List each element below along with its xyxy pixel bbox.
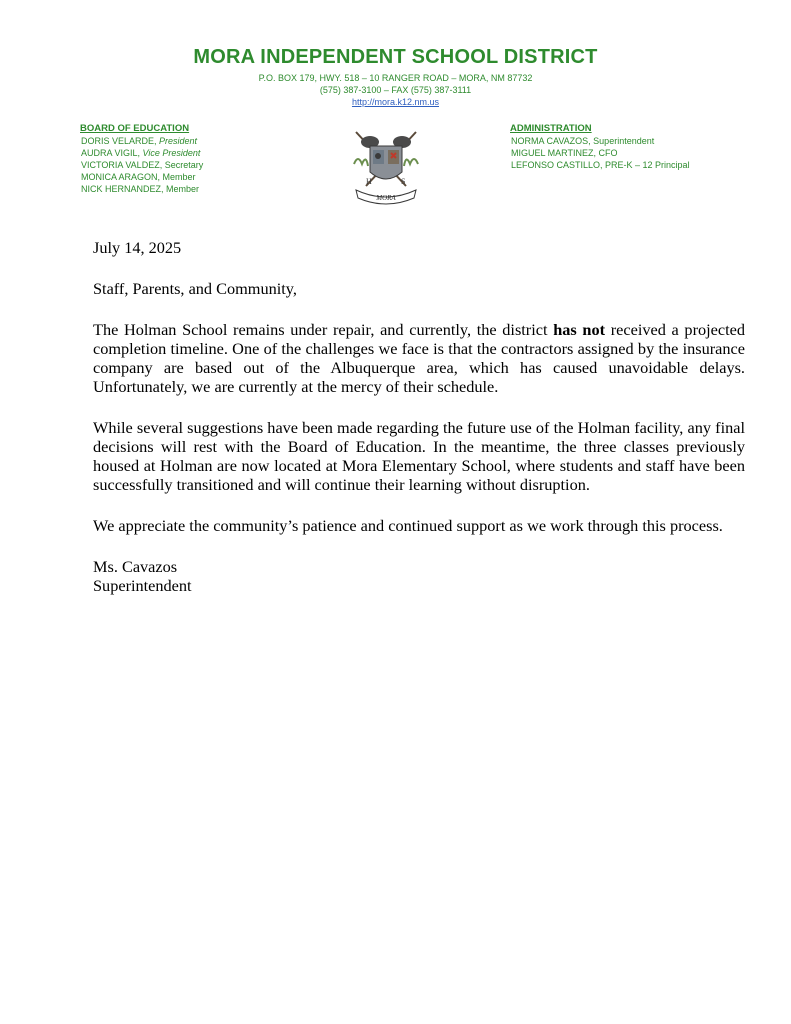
board-member [80, 171, 310, 183]
administrator: LEFONSO CASTILLO, PRE-K – 12 Principal [511, 160, 690, 170]
paragraph-appreciation: We appreciate the community’s patience and continued support as we work through this process. [93, 516, 723, 535]
district-name: MORA INDEPENDENT SCHOOL DISTRICT [193, 46, 598, 68]
board-member-name: VICTORIA VALDEZ, [81, 160, 165, 170]
administration-heading: ADMINISTRATION [510, 123, 592, 134]
board-member-role: Vice President [142, 148, 201, 158]
board-heading: BOARD OF EDUCATION [80, 123, 190, 134]
board-member-name: DORIS VELARDE, [81, 136, 160, 146]
crest-letter-h: H [366, 177, 372, 186]
crest-banner-text: MORA [376, 194, 396, 202]
board-member-role: Member [166, 184, 200, 194]
crest-letter-s: S [401, 177, 406, 186]
board-member-role: Secretary [164, 160, 204, 170]
paragraph-text: The Holman School remains under repair, and currently, the district [93, 320, 554, 339]
board-member [80, 159, 310, 171]
district-phone-fax: (575) 387-3100 – FAX (575) 387-3111 [319, 85, 472, 95]
administrator: MIGUEL MARTINEZ, CFO [511, 148, 618, 158]
signer-name: Ms. Cavazos [93, 557, 178, 576]
letter-salutation: Staff, Parents, and Community, [93, 279, 297, 298]
board-member-name: MONICA ARAGON, [81, 172, 163, 182]
board-of-education-list [80, 123, 310, 195]
letter-date: July 14, 2025 [93, 238, 182, 257]
emphasis-has-not: has not [553, 320, 606, 339]
letter-body [93, 238, 745, 595]
administrator: NORMA CAVAZOS, Superintendent [511, 136, 655, 146]
district-address: P.O. BOX 179, HWY. 518 – 10 RANGER ROAD – MORA, NM 87732 [258, 73, 533, 83]
administration-list [510, 123, 750, 171]
paragraph-repair-status [93, 320, 745, 396]
board-member [80, 147, 310, 159]
paragraph-classes-relocation: While several suggestions have been made regarding the future use of the Holman facility, any final decisions will rest with the Board of Education. In the meantime, the three classes previously housed at Holman are now located at Mora Elementary School, where students and staff have been successfully transitioned and will continue their learning without disruption. [93, 418, 745, 494]
paragraph-text: received a projected completion timeline. One of the challenges we face is that the contractors assigned by the insurance company are based out of the Albuquerque area, which has caused unavoidable delays. Unfortunately, we are currently at the mercy of their schedule. [93, 320, 746, 396]
signer-title: Superintendent [93, 576, 192, 595]
board-member-role: Member [162, 172, 196, 182]
board-member [80, 135, 310, 147]
district-crest-logo [348, 128, 424, 206]
letterhead [0, 0, 791, 215]
district-website-link[interactable]: http://mora.k12.nm.us [351, 97, 440, 107]
board-member [80, 183, 310, 195]
board-member-name: AUDRA VIGIL, [81, 148, 143, 158]
board-member-role: President [159, 136, 198, 146]
board-member-name: NICK HERNANDEZ, [81, 184, 167, 194]
